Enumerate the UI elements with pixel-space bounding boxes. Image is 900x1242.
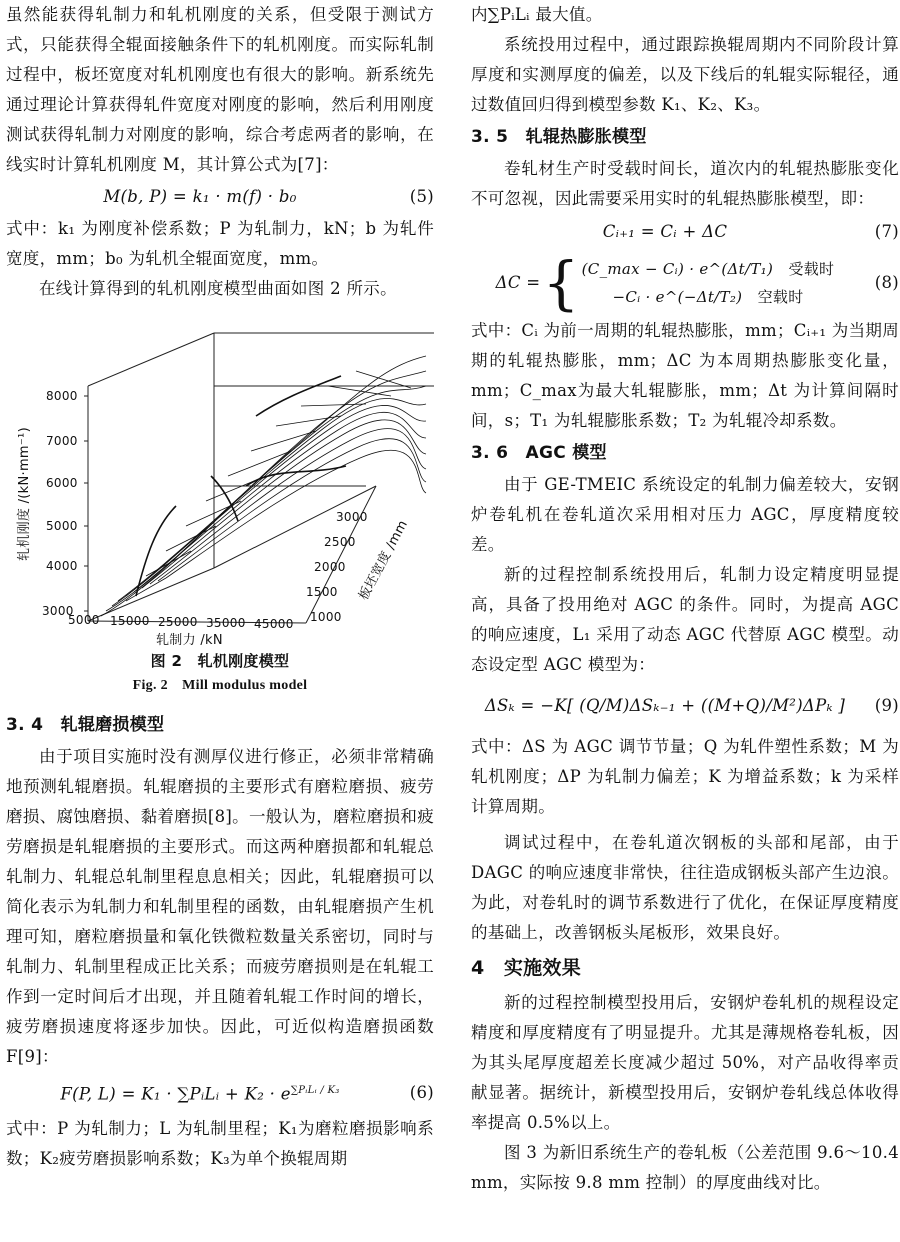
- paragraph: 式中：k₁ 为刚度补偿系数；P 为轧制力，kN；b 为轧件宽度，mm；b₀ 为轧机全辊面宽度，mm。: [6, 219, 434, 268]
- paragraph: 式中：Cᵢ 为前一周期的轧辊热膨胀，mm；Cᵢ₊₁ 为当期周期的轧辊热膨胀，mm；ΔC 为本周期热膨胀变化量，mm；C_max为最大轧辊膨胀，mm；Δt 为计算间隔时间，s；T₁ 为轧辊膨胀系数；T₂ 为轧辊冷却系数。: [471, 321, 899, 430]
- section-heading: 3. 5 轧辊热膨胀模型: [471, 127, 647, 147]
- equation-5: M(b, P) = k₁ · m(f) · b₀ (5): [103, 187, 434, 206]
- x-tick: 15000: [110, 614, 150, 628]
- equation-8: ΔC = { (C_max − Cᵢ) · e^(Δt/T₁) 受载时 −Cᵢ · e^(−Δt/T₂) 空载时 (8): [495, 249, 899, 317]
- x-axis-label: 轧制力 /kN: [156, 633, 223, 648]
- paragraph: 由于 GE-TMEIC 系统设定的轧制力偏差较大，安钢炉卷轧机在卷轧道次采用相对压力 AGC，厚度精度较差。: [471, 475, 899, 554]
- z-tick: 3000: [42, 604, 74, 618]
- paragraph: 图 3 为新旧系统生产的卷轧板（公差范围 9.6～10.4 mm，实际按 9.8 mm 控制）的厚度曲线对比。: [471, 1143, 899, 1192]
- paragraph: 系统投用过程中，通过跟踪换辊周期内不同阶段计算厚度和实测厚度的偏差，以及下线后的轧辊实际辊径，通过数值回归得到模型参数 K₁、K₂、K₃。: [471, 35, 899, 114]
- x-tick: 35000: [206, 616, 246, 630]
- figure-caption-en: Fig. 2 Mill modulus model: [132, 678, 308, 693]
- section-heading: 3. 4 轧辊磨损模型: [6, 715, 165, 735]
- equation-9: ΔSₖ = −K[ (Q/M)ΔSₖ₋₁ + ((M+Q)/M²)ΔPₖ ] (9): [484, 696, 899, 715]
- paragraph: 式中：P 为轧制力；L 为轧制里程；K₁为磨粒磨损影响系数；K₂疲劳磨损影响系数；K₃为单个换辊周期: [6, 1119, 434, 1168]
- y-tick: 2000: [314, 560, 346, 574]
- y-axis-label: 板坯宽度 /mm: [356, 517, 411, 603]
- z-axis-label: 轧机刚度 /(kN·mm⁻¹): [17, 427, 32, 561]
- paragraph: 新的过程控制模型投用后，安钢炉卷轧机的规程设定精度和厚度精度有了明显提升。尤其是薄规格卷轧板，因为其头尾厚度超差长度减少超过 50%，对产品收得率贡献显著。据统计，新模型投用后，安钢炉卷轧线总体收得率提高 0.5%以上。: [471, 993, 899, 1132]
- x-tick: 5000: [68, 613, 100, 627]
- x-tick: 25000: [158, 615, 198, 629]
- figure-caption-cn: 图 2 轧机刚度模型: [150, 652, 290, 670]
- paragraph: 虽然能获得轧制力和轧机刚度的关系，但受限于测试方式，只能获得全辊面接触条件下的轧机刚度。而实际轧制过程中，板坯宽度对轧机刚度也有很大的影响。新系统先通过理论计算获得轧件宽度对刚度的影响，然后利用刚度测试获得轧制力对刚度的影响，综合考虑两者的影响，在线实时计算轧机刚度 M，其计算公式为[7]：: [6, 5, 434, 174]
- paragraph: 调试过程中，在卷轧道次钢板的头部和尾部，由于 DAGC 的响应速度非常快，往往造成钢板头部产生边浪。为此，对卷轧时的调节系数进行了优化，在保证厚度精度的基础上，改善钢板头尾板形，效果良好。: [471, 833, 899, 942]
- section-heading: 4 实施效果: [471, 957, 582, 979]
- figure-mill-modulus: [6, 326, 434, 648]
- x-tick: 45000: [254, 617, 294, 631]
- z-tick: 4000: [46, 559, 78, 573]
- surface-plot: [6, 326, 434, 648]
- section-heading: 3. 6 AGC 模型: [471, 443, 607, 463]
- left-column: [6, 0, 434, 1174]
- paragraph: 内∑PᵢLᵢ 最大值。: [471, 5, 603, 24]
- paragraph: 在线计算得到的轧机刚度模型曲面如图 2 所示。: [39, 279, 397, 298]
- paragraph: 由于项目实施时没有测厚仪进行修正，必须非常精确地预测轧辊磨损。轧辊磨损的主要形式有磨粒磨损、疲劳磨损、腐蚀磨损、黏着磨损[8]。一般认为，磨粒磨损和疲劳磨损是轧辊磨损的主要形式。而这两种磨损都和轧辊总轧制力、轧辊总轧制里程息息相关；因此，轧辊磨损可以简化表示为轧制力和轧制里程的函数，由轧辊磨损产生机理可知，磨粒磨损量和氧化铁微粒数量关系密切，同时与轧制力、轧制里程成正比关系；而疲劳磨损则是在轧辊工作到一定时间后才出现，并且随着轧辊工作时间的增长，疲劳磨损速度将逐步加快。因此，可近似构造磨损函数 F[9]：: [6, 747, 434, 1066]
- paragraph: 卷轧材生产时受载时间长，道次内的轧辊热膨胀变化不可忽视，因此需要采用实时的轧辊热膨胀模型，即：: [471, 159, 899, 208]
- equation-6: F(P, L) = K₁ · ∑PᵢLᵢ + $K_2 \cdot e^{\sum PᵢLᵢ / K_3}$ (6): [60, 1083, 434, 1104]
- right-column: [471, 0, 899, 1198]
- y-tick: 1500: [306, 585, 338, 599]
- paragraph: 新的过程控制系统投用后，轧制力设定精度明显提高，具备了投用绝对 AGC 的条件。同时，为提高 AGC 的响应速度，L₁ 采用了动态 AGC 代替原 AGC 模型。动态设定型 AGC 模型为：: [471, 565, 899, 674]
- z-tick: 7000: [46, 434, 78, 448]
- y-tick: 1000: [310, 610, 342, 624]
- equation-7: Cᵢ₊₁ = Cᵢ + ΔC (7): [602, 222, 899, 241]
- z-tick: 5000: [46, 519, 78, 533]
- z-tick: 8000: [46, 389, 78, 403]
- paragraph: 式中：ΔS 为 AGC 调节节量；Q 为轧件塑性系数；M 为轧机刚度；ΔP 为轧制力偏差；K 为增益系数；k 为采样计算周期。: [471, 737, 899, 816]
- y-tick: 2500: [324, 535, 356, 549]
- y-tick: 3000: [336, 510, 368, 524]
- z-tick: 6000: [46, 476, 78, 490]
